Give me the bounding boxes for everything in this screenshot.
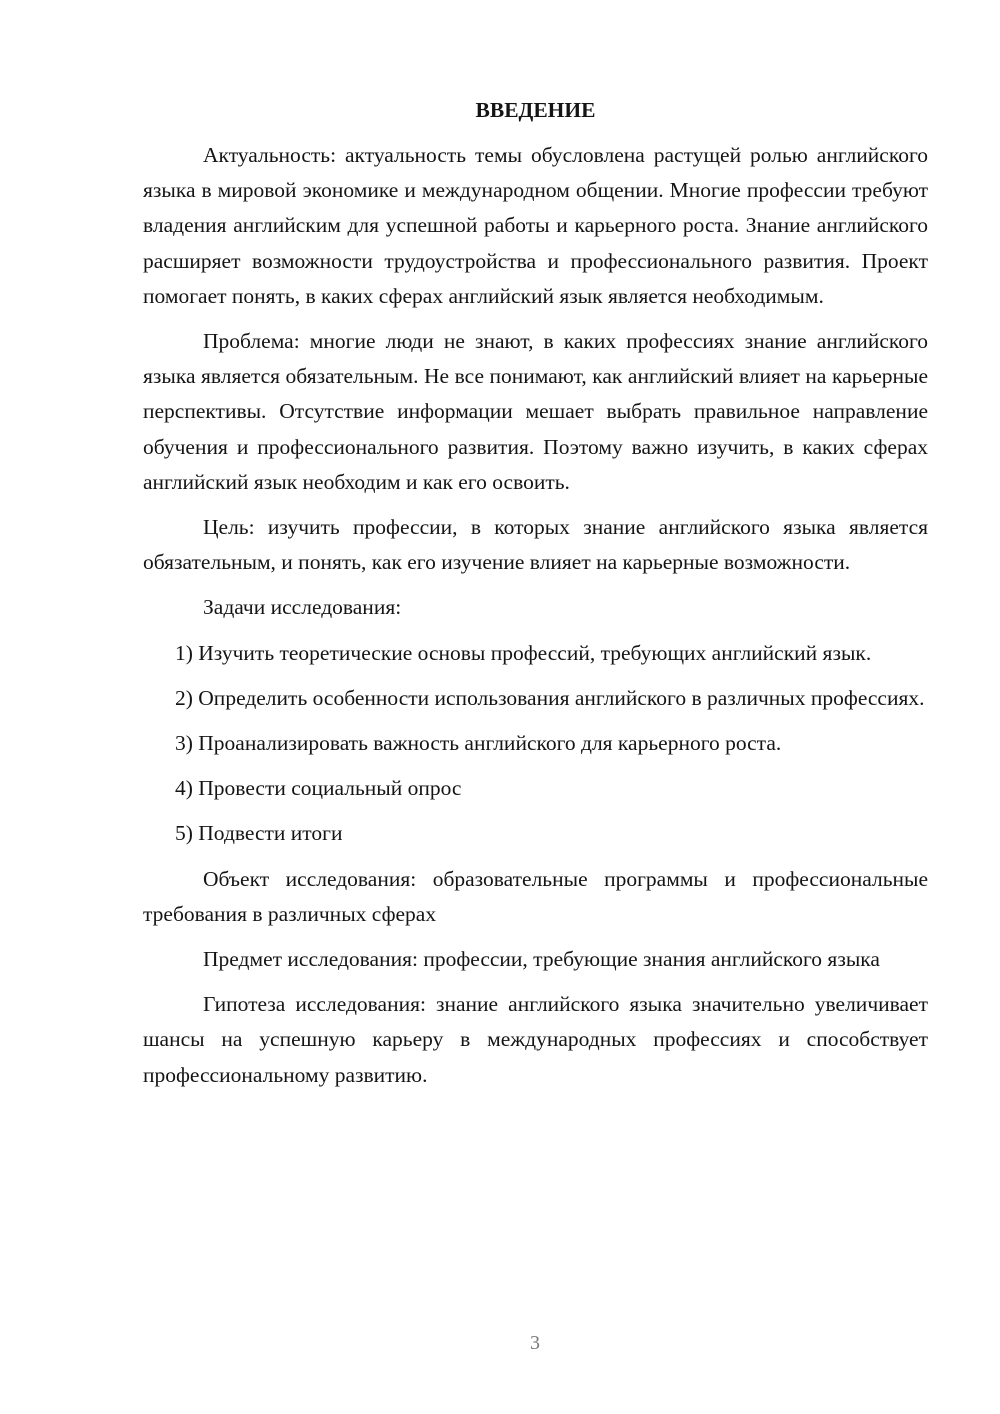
problem-paragraph: Проблема: многие люди не знают, в каких профессиях знание английского языка является обязательным. Не все понимают, как английский влияет на карьерные перспективы. Отсутствие информации мешает выбрать правильное направление обучения и профессионального развития. Поэтому важно изучить, в каких сферах английский язык необходим и как его освоить.: [143, 329, 928, 494]
section-title: ВВЕДЕНИЕ: [475, 98, 596, 122]
page-number: 3: [530, 1332, 540, 1354]
relevance-paragraph: Актуальность: актуальность темы обусловлена растущей ролью английского языка в мировой экономике и международном общении. Многие профессии требуют владения английским для успешной работы и карьерного роста. Знание английского расширяет возможности трудоустройства и профессионального развития. Проект помогает понять, в каких сферах английский язык является необходимым.: [143, 143, 928, 308]
task-item-2: 2) Определить особенности использования английского в различных профессиях.: [175, 685, 925, 710]
task-item-4: 4) Провести социальный опрос: [175, 776, 462, 801]
document-content: [143, 93, 928, 1103]
object-paragraph: Объект исследования: образовательные программы и профессиональные требования в различных сферах: [143, 866, 928, 926]
task-item-1: 1) Изучить теоретические основы профессий, требующих английский язык.: [175, 640, 872, 665]
tasks-heading: Задачи исследования:: [203, 595, 402, 620]
goal-paragraph: Цель: изучить профессии, в которых знание английского языка является обязательным, и понять, как его изучение влияет на карьерные возможности.: [143, 515, 928, 575]
task-item-5: 5) Подвести итоги: [175, 821, 343, 846]
subject-paragraph: Предмет исследования: профессии, требующие знания английского языка: [203, 947, 880, 972]
hypothesis-paragraph: Гипотеза исследования: знание английского языка значительно увеличивает шансы на успешную карьеру в международных профессиях и способствует профессиональному развитию.: [143, 992, 928, 1087]
task-item-3: 3) Проанализировать важность английского для карьерного роста.: [175, 731, 782, 756]
